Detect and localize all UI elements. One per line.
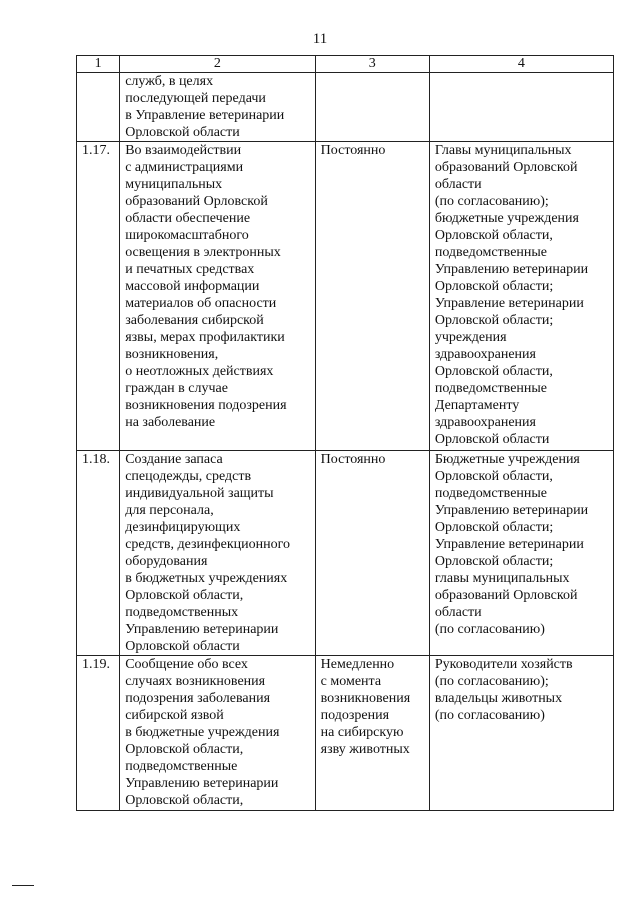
table-row bbox=[77, 656, 614, 811]
measure-line: сибирской язвой bbox=[125, 708, 224, 723]
executor-line: здравоохранения bbox=[434, 415, 536, 430]
measure-cell bbox=[120, 142, 315, 451]
measure-line: возникновения подозрения bbox=[125, 398, 287, 413]
executors-cell bbox=[429, 451, 613, 656]
measure-line: язвы, мерах профилактики bbox=[125, 330, 285, 345]
measure-line: для персонала, bbox=[125, 503, 214, 518]
measure-line: муниципальных bbox=[125, 177, 223, 192]
executor-line: области bbox=[434, 177, 482, 192]
executor-line: Орловской области, bbox=[434, 364, 553, 379]
measure-line: образований Орловской bbox=[125, 194, 268, 209]
measure-line: в Управление ветеринарии bbox=[125, 108, 285, 123]
table-row bbox=[77, 142, 614, 451]
executors-cell bbox=[429, 656, 613, 811]
executors-cell bbox=[429, 142, 613, 451]
measure-line: освещения в электронных bbox=[125, 245, 281, 260]
executor-line: Орловской области, bbox=[434, 469, 553, 484]
term-line: возникновения bbox=[320, 691, 411, 706]
measure-line: индивидуальной защиты bbox=[125, 486, 274, 501]
executor-line: бюджетные учреждения bbox=[434, 211, 579, 226]
measure-cell bbox=[120, 73, 315, 142]
measure-line: в бюджетные учреждения bbox=[125, 725, 280, 740]
executor-line: образований Орловской bbox=[434, 160, 578, 175]
executor-line: (по согласованию) bbox=[434, 708, 545, 723]
term-line: на сибирскую bbox=[320, 725, 404, 740]
term-cell bbox=[315, 73, 429, 142]
measure-line: области обеспечение bbox=[125, 211, 251, 226]
executor-line: Орловской области; bbox=[434, 279, 554, 294]
measure-line: Сообщение обо всех bbox=[125, 657, 248, 672]
header-cell-2: 2 bbox=[120, 56, 315, 73]
measure-line: подведомственных bbox=[125, 605, 239, 620]
measure-line: Орловской области bbox=[125, 639, 240, 654]
term-line: Постоянно bbox=[320, 452, 386, 467]
measure-line: Создание запаса bbox=[125, 452, 223, 467]
executor-line: Орловской области, bbox=[434, 228, 553, 243]
table-row bbox=[77, 451, 614, 656]
executor-line: Орловской области bbox=[434, 432, 550, 447]
term-line: Постоянно bbox=[320, 143, 386, 158]
measure-line: материалов об опасности bbox=[125, 296, 277, 311]
executor-line: (по согласованию); bbox=[434, 194, 549, 209]
measure-line: Управлению ветеринарии bbox=[125, 776, 279, 791]
executor-line: Управление ветеринарии bbox=[434, 296, 584, 311]
item-number-cell: 1.18. bbox=[77, 451, 120, 656]
measure-line: Орловской области bbox=[125, 125, 240, 140]
table-header-row bbox=[77, 56, 614, 73]
executor-line: подведомственные bbox=[434, 486, 548, 501]
item-number-cell: 1.17. bbox=[77, 142, 120, 451]
executor-line: области bbox=[434, 605, 482, 620]
measure-line: подозрения заболевания bbox=[125, 691, 271, 706]
measure-line: спецодежды, средств bbox=[125, 469, 252, 484]
executor-line: подведомственные bbox=[434, 245, 548, 260]
item-number-cell bbox=[77, 73, 120, 142]
table-body bbox=[77, 56, 614, 811]
measure-line: массовой информации bbox=[125, 279, 260, 294]
measure-line: служб, в целях bbox=[125, 74, 214, 89]
header-cell-3: 3 bbox=[315, 56, 429, 73]
measure-line: с администрациями bbox=[125, 160, 244, 175]
measure-line: дезинфицирующих bbox=[125, 520, 241, 535]
table-row bbox=[77, 73, 614, 142]
measure-line: Во взаимодействии bbox=[125, 143, 242, 158]
executor-line: подведомственные bbox=[434, 381, 548, 396]
measure-line: граждан в случае bbox=[125, 381, 228, 396]
header-cell-4: 4 bbox=[429, 56, 613, 73]
measure-line: в бюджетных учреждениях bbox=[125, 571, 288, 586]
term-cell bbox=[315, 656, 429, 811]
measure-line: последующей передачи bbox=[125, 91, 266, 106]
page-number: 11 bbox=[312, 31, 328, 47]
measure-line: на заболевание bbox=[125, 415, 216, 430]
measure-line: о неотложных действиях bbox=[125, 364, 274, 379]
executor-line: здравоохранения bbox=[434, 347, 536, 362]
term-line: язву животных bbox=[320, 742, 410, 757]
executor-line: образований Орловской bbox=[434, 588, 578, 603]
executor-line: (по согласованию) bbox=[434, 622, 545, 637]
term-cell bbox=[315, 451, 429, 656]
measure-line: Орловской области, bbox=[125, 588, 244, 603]
executor-line: (по согласованию); bbox=[434, 674, 549, 689]
measure-cell bbox=[120, 451, 315, 656]
measure-line: Орловской области, bbox=[125, 742, 244, 757]
measure-line: широкомасштабного bbox=[125, 228, 249, 243]
measure-line: оборудования bbox=[125, 554, 208, 569]
executor-line: учреждения bbox=[434, 330, 507, 345]
term-line: с момента bbox=[320, 674, 382, 689]
measure-line: и печатных средствах bbox=[125, 262, 255, 277]
term-line: подозрения bbox=[320, 708, 390, 723]
executor-line: Департаменту bbox=[434, 398, 520, 413]
measures-table bbox=[76, 55, 614, 811]
measure-line: случаях возникновения bbox=[125, 674, 266, 689]
measure-cell bbox=[120, 656, 315, 811]
measure-line: подведомственные bbox=[125, 759, 238, 774]
executor-line: Управлению ветеринарии bbox=[434, 503, 589, 518]
header-cell-1: 1 bbox=[77, 56, 120, 73]
term-line: Немедленно bbox=[320, 657, 395, 672]
measure-line: заболевания сибирской bbox=[125, 313, 264, 328]
measure-line: Управлению ветеринарии bbox=[125, 622, 279, 637]
measure-line: возникновения, bbox=[125, 347, 219, 362]
executor-line: владельцы животных bbox=[434, 691, 563, 706]
executor-line: Орловской области; bbox=[434, 554, 554, 569]
measure-line: средств, дезинфекционного bbox=[125, 537, 290, 552]
term-cell bbox=[315, 142, 429, 451]
margin-mark bbox=[12, 885, 34, 886]
executor-line: главы муниципальных bbox=[434, 571, 570, 586]
executor-line: Управление ветеринарии bbox=[434, 537, 584, 552]
executor-line: Главы муниципальных bbox=[434, 143, 572, 158]
measure-line: Орловской области, bbox=[125, 793, 244, 808]
executor-line: Орловской области; bbox=[434, 313, 554, 328]
executor-line: Руководители хозяйств bbox=[434, 657, 573, 672]
executor-line: Управлению ветеринарии bbox=[434, 262, 589, 277]
executors-cell bbox=[429, 73, 613, 142]
executor-line: Бюджетные учреждения bbox=[434, 452, 580, 467]
executor-line: Орловской области; bbox=[434, 520, 554, 535]
item-number-cell: 1.19. bbox=[77, 656, 120, 811]
